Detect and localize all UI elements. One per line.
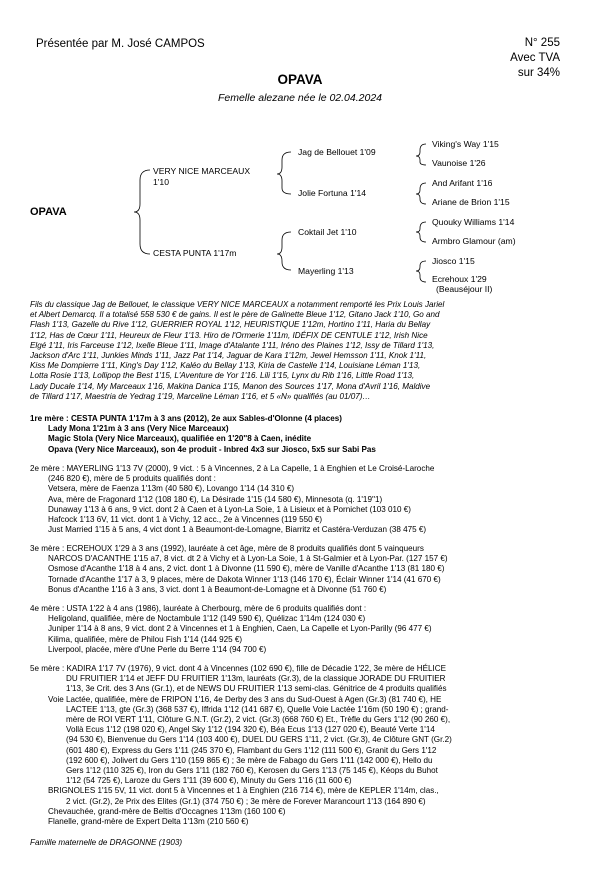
produce-line: Ava, mère de Fragonard 1'12 (108 180 €), La Désirade 1'15 (14 580 €), Minnesota (q. 1'19''1)	[48, 494, 383, 504]
produce-line: Dunaway 1'13 à 6 ans, 9 vict. dont 2 à Caen et à Lyon-La Soie, 1 à Lisieux et à Pornichet (103 010 €)	[48, 504, 411, 514]
produce-line: Magic Stola (Very Nice Marceaux), qualifiée en 1'20''8 à Caen, inédite	[48, 434, 312, 444]
pedigree-g8	[432, 274, 492, 294]
produce-line-cont: 1'12 (54 725 €), Laroze du Gers 1'11 (39 600 €), Minuty du Gers 1'16 (11 600 €)	[66, 776, 352, 786]
produce-line-cont: LACTEE 1'13, gte (Gr.3) (368 537 €), Iffrida 1'12 (141 687 €), Quelle Voie Lactée 1'16m (50 190 €) ; grand-	[66, 704, 449, 714]
third-dam-section	[30, 544, 582, 595]
produce-line: Chevauchée, grand-mère de Beltis d'Occagnes 1'13m (160 100 €)	[48, 806, 286, 816]
fifth-dam-section	[30, 664, 582, 827]
second-dam-heading-cont: (246 820 €), mère de 5 produits qualifiés dont :	[48, 474, 216, 484]
pedigree-g3: And Arifant 1'16	[432, 178, 493, 188]
produce-line: Opava (Very Nice Marceaux), son 4e produit - Inbred 4x3 sur Jiosco, 5x5 sur Sabi Pas	[48, 444, 376, 454]
first-dam-section	[30, 414, 582, 455]
pedigree-g2: Vaunoise 1'26	[432, 158, 486, 168]
produce-line: Tornade d'Acanthe 1'17 à 3, 9 places, mère de Dakota Winner 1'13 (146 170 €), Éclair Winner 1'14 (41 670 €)	[48, 574, 441, 584]
produce-line-cont: Gers 1'12 (110 325 €), Iron du Gers 1'11 (182 760 €), Kerosen du Gers 1'13 (75 145 €), Kéops du Buhot	[66, 766, 438, 776]
produce-line: NARCOS D'ACANTHE 1'15 a7, 8 vict. dt 2 à Vichy et à Lyon-La Soie, 1 à St-Galmier et à Lyon-Par. (127 157 €)	[48, 554, 448, 564]
produce-line: Just Married 1'15 à 5 ans, 4 vict dont 1 à Beaumont-de-Lomagne, Biarritz et Castéra-Verduzan (38 475 €)	[48, 525, 427, 535]
produce-line: Heligoland, qualifiée, mère de Noctambule 1'12 (149 590 €), Quélizac 1'14m (124 030 €)	[48, 614, 366, 624]
maternal-family-note: Famille maternelle de DRAGONNE (1903)	[30, 838, 183, 847]
produce-line-cont: mère de ROI VERT 1'11, Clôture G.N.T. (Gr.2), 2 vict. (Gr.3) (668 760 €) Et., Trèfle du Gers 1'12 (90 260 €),	[66, 715, 451, 725]
fourth-dam-section	[30, 604, 582, 655]
lot-number: N° 255	[524, 37, 560, 49]
produce-line: Lady Mona 1'21m à 3 ans (Very Nice Marceaux)	[48, 424, 229, 434]
sire-description	[30, 300, 578, 402]
presenter-line: Présentée par M. José CAMPOS	[36, 38, 205, 50]
pedigree-g6: Armbro Glamour (am)	[432, 236, 516, 246]
sire-text-line: Flash 1'13, Gazelle du Rive 1'12, GUERRIER ROYAL 1'12, HEURISTIQUE 1'12m, Hortino 1'11, Haria du Bellay	[30, 320, 431, 330]
pedigree-sire	[153, 166, 250, 188]
sire-text-line: Jackson d'Arc 1'11, Junkies Minds 1'11, Jazz Pat 1'14, Jaguar de Kara 1'12m, Jewel Hemsson 1'11, Knok 1'11,	[30, 351, 427, 361]
produce-line-cont: Vollà Ecus 1'12 (198 020 €), Angel Sky 1'12 (194 320 €), Béa Ecus 1'13 (127 020 €), Beauté Verte 1'14	[66, 725, 435, 735]
produce-line: Liverpool, placée, mère d'Une Perle du Berre 1'14 (94 700 €)	[48, 644, 267, 654]
produce-line: Voie Lactée, qualifiée, mère de FRIPON 1'16, 4e Derby des 3 ans du Sud-Ouest à Agen (Gr.3) (81 740 €), HE	[48, 694, 442, 704]
fourth-dam-heading: 4e mère : USTA 1'22 à 4 ans (1986), lauréate à Cherbourg, mère de 6 produits qualifiés dont :	[30, 604, 367, 613]
produce-line: Juniper 1'14 à 8 ans, 9 vict. dont 2 à Vincennes et 1 à Enghien, Caen, La Capelle et Lyon-Parilly (96 477 €)	[48, 624, 432, 634]
pedigree-dam-sire: Coktail Jet 1'10	[298, 227, 357, 237]
sire-text-line: Kiss Me Dompierre 1'11, King's Day 1'12, Kaléo du Bellay 1'13, Kiria de Castelle 1'14, Louisiane Léman 1'13,	[30, 361, 421, 371]
horse-name: OPAVA	[277, 72, 323, 87]
pedigree-g8-name: Ecrehoux 1'29	[432, 274, 487, 284]
fifth-dam-heading-cont: DU FRUITIER 1'14 et JEFF DU FRUITIER 1'13m, lauréats (Gr.3), de la classique JORADE DU FRUITIER	[66, 674, 446, 684]
produce-line: Vetsera, mère de Faenza 1'13m (40 580 €), Lovango 1'14 (14 310 €)	[48, 484, 295, 494]
sire-text-line: Lotta Rosie 1'13, Lollipop the Best 1'15, L'Aventure de Yor 1'16. Lili 1'15, Lynx du Rib 1'16, Little Road 1'13,	[30, 371, 415, 381]
third-dam-heading: 3e mère : ECREHOUX 1'29 à 3 ans (1992), lauréate à cet âge, mère de 8 produits qualifiés dont 5 vainqueurs	[30, 544, 424, 553]
pedigree-g5: Quouky Williams 1'14	[432, 217, 515, 227]
pedigree-sire-sire: Jag de Bellouet 1'09	[298, 147, 376, 157]
produce-line: Flanelle, grand-mère de Expert Delta 1'13m (210 560 €)	[48, 817, 249, 827]
pedigree-g8-sire: (Beauséjour II)	[436, 284, 493, 294]
produce-line-cont: (601 480 €), Express du Gers 1'11 (245 370 €), Flambant du Gers 1'12 (111 500 €), Granit du Gers 1'12	[66, 745, 437, 755]
pedigree-g1: Viking's Way 1'15	[432, 139, 499, 149]
sire-text-line: Fils du classique Jag de Bellouet, le classique VERY NICE MARCEAUX a notamment remporté les Prix Louis Jariel	[30, 300, 445, 309]
pedigree-dam-dam: Mayerling 1'13	[298, 266, 354, 276]
pedigree-sire-dam: Jolie Fortuna 1'14	[298, 188, 367, 198]
vat-note: Avec TVA	[510, 52, 560, 64]
produce-line: BRIGNOLES 1'15 5V, 11 vict. dont 5 à Vincennes et 1 à Enghien (216 714 €), mère de KEPLER 1'14m, clas.,	[48, 786, 439, 796]
second-dam-heading: 2e mère : MAYERLING 1'13 7V (2000), 9 vict. : 5 à Vincennes, 2 à La Capelle, 1 à Enghien et Le Croisé-Laroche	[30, 464, 435, 473]
sire-text-line: Elgé 1'11, Iris Farceuse 1'12, Ixelle Bleue 1'11, Image d'Atalante 1'11, Iréno des Plaines 1'12, Issy de Tillard 1'13,	[30, 340, 435, 350]
produce-line: Bonus d'Acanthe 1'16 à 3 ans, 3 vict. dont 1 à Beaumont-de-Lomagne et à Divonne (51 760 €)	[48, 584, 387, 594]
produce-line: Osmose d'Acanthe 1'18 à 4 ans, 2 vict. dont 1 à Divonne (11 590 €), mère de Vanille d'Acanthe 1'13 (81 180 €)	[48, 564, 445, 574]
pedigree-g7: Jiosco 1'15	[432, 256, 475, 266]
pedigree-dam: CESTA PUNTA 1'17m	[153, 248, 237, 258]
sire-text-line: 1'12, Has de Cœur 1'11, Heureux de Fleur 1'13. Hiro de l'Ormerie 1'11m, IDÉFIX DE CENTULE 1'12, Irish Nice	[30, 330, 428, 340]
fifth-dam-heading: 5e mère : KADIRA 1'17 7V (1976), 9 vict. dont 4 à Vincennes (102 690 €), fille de Décadie 1'22, 3e mère de HÉLICE	[30, 664, 446, 673]
second-dam-section	[30, 464, 582, 535]
produce-line: Hafcock 1'13 6V, 11 vict. dont 1 à Vichy, 12 acc., 2e à Vincennes (119 550 €)	[48, 515, 323, 525]
first-dam-heading: 1re mère : CESTA PUNTA 1'17m à 3 ans (2012), 2e aux Sables-d'Olonne (4 places)	[30, 414, 342, 423]
horse-description: Femelle alezane née le 02.04.2024	[217, 92, 383, 104]
percent-note: sur 34%	[517, 67, 560, 79]
pedigree-subject: OPAVA	[30, 206, 67, 218]
produce-line: Kilima, qualifiée, mère de Philou Fish 1'14 (144 925 €)	[48, 634, 243, 644]
sire-text-line: Lady Ducale 1'14, My Marceaux 1'16, Makina Danica 1'15, Manon des Sources 1'17, Mona d'Avril 1'16, Maldive	[30, 381, 431, 391]
produce-line-cont: (94 530 €), Bienvenue du Gers 1'14 (103 400 €), DUEL DU GERS 1'11, 2 vict. (Gr.3), 4e Clôture GNT (Gr.2)	[66, 735, 452, 745]
sire-name: VERY NICE MARCEAUX	[153, 166, 251, 176]
sire-text-line: de Tillard 1'17, Maestria de Yedrag 1'19, Marceline Léman 1'16, et 5 «N» qualifiés (au 01/07)…	[30, 391, 371, 401]
fifth-dam-heading-cont: 1'13, 3e Crit. des 3 Ans (Gr.1), et de NEWS DU FRUITIER 1'13 semi-clas. Génitrice de 4 produits qualifiés	[66, 684, 447, 694]
produce-line-cont: (192 600 €), Jolivert du Gers 1'10 (159 865 €) ; 3e mère de Fabago du Gers 1'11 (142 000 €), Hello du	[66, 755, 433, 765]
sire-record: 1'10	[153, 177, 169, 187]
sire-text-line: et Albert Demarcq. Il a totalisé 558 530 € de gains. Il est le père de Galinette Bleue 1'12, Gitano Jack 1'10, Go and	[30, 310, 440, 320]
pedigree-g4: Ariane de Brion 1'15	[432, 197, 510, 207]
produce-line-cont: 2 vict. (Gr.2), 2e Prix des Elites (Gr.1) (374 750 €) ; 3e mère de Forever Marancourt 1'13 (164 890 €)	[66, 796, 426, 806]
